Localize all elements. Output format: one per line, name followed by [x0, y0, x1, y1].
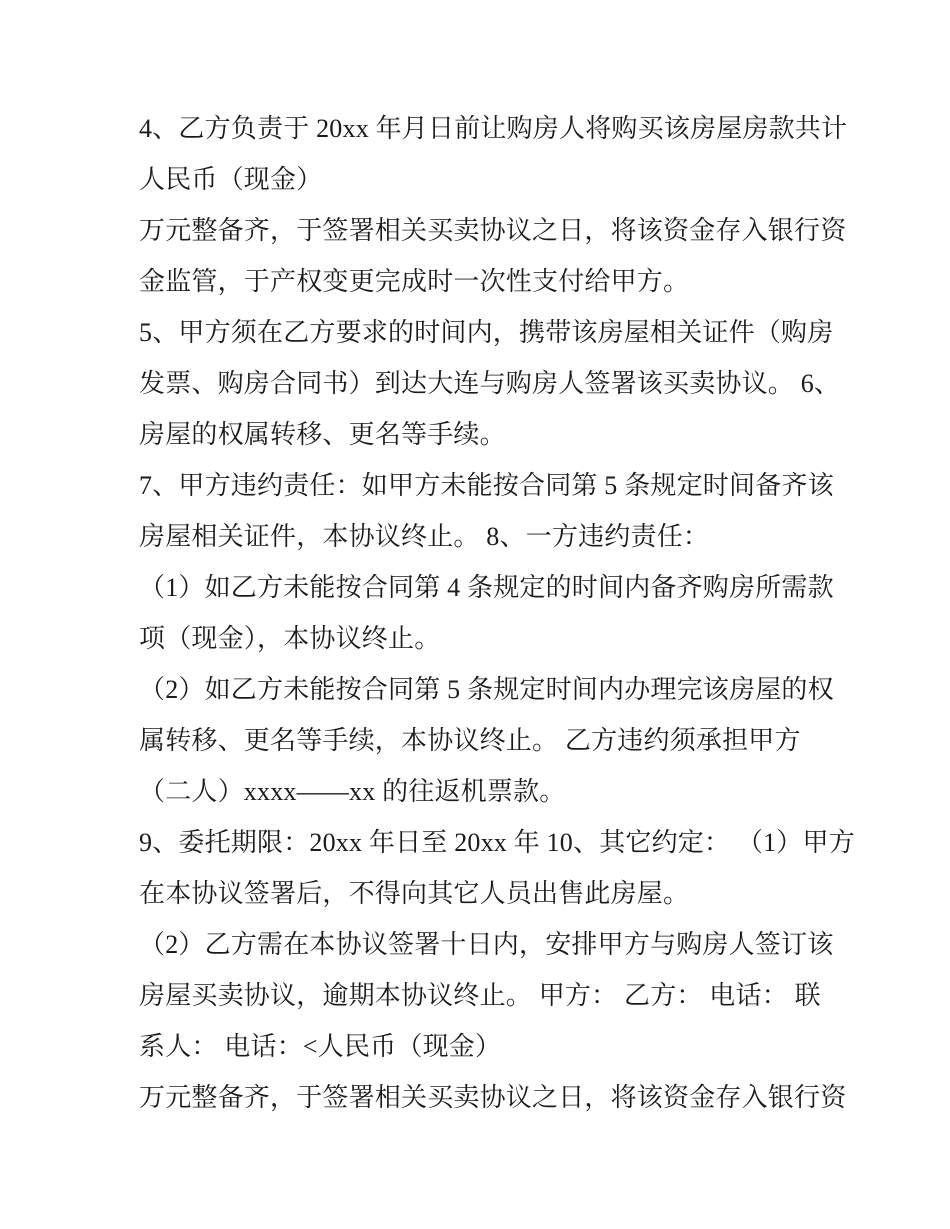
contract-line-clause9-part1: 9、委托期限：20xx 年日至 20xx 年 10、其它约定： （1）甲方	[139, 828, 855, 857]
contract-line-clause6-part2: 房屋的权属转移、更名等手续。	[139, 420, 506, 449]
contract-line-clause5-part1: 5、甲方须在乙方要求的时间内，携带该房屋相关证件（购房	[139, 318, 834, 347]
contract-line-payment-part2: 金监管，于产权变更完成时一次性支付给甲方。	[139, 267, 690, 296]
contract-line-breach1-part2: 项（现金），本协议终止。	[139, 624, 441, 653]
contract-line-clause4-part1: 4、乙方负责于 20xx 年月日前让购房人将购买该房屋房款共计	[139, 114, 848, 143]
contract-line-clause7-part2: 房屋相关证件，本协议终止。 8、一方违约责任：	[139, 522, 710, 551]
contract-text-block	[139, 103, 920, 1123]
contract-line-breach2-part2: 属转移、更名等手续，本协议终止。 乙方违约须承担甲方	[139, 726, 801, 755]
contract-line-clause10-part1: （2）乙方需在本协议签署十日内，安排甲方与购房人签订该	[139, 930, 834, 959]
contract-line-payment-repeat: 万元整备齐，于签署相关买卖协议之日，将该资金存入银行资	[139, 1083, 847, 1112]
contract-line-clause7-part1: 7、甲方违约责任：如甲方未能按合同第 5 条规定时间备齐该	[139, 471, 834, 500]
contract-line-contact-row: 系人： 电话：<人民币（现金）	[139, 1032, 502, 1061]
contract-line-breach2-part3: （二人）xxxx——xx 的往返机票款。	[139, 777, 566, 806]
contract-line-signature-row: 房屋买卖协议，逾期本协议终止。 甲方： 乙方： 电话： 联	[139, 981, 821, 1010]
contract-line-breach1-part1: （1）如乙方未能按合同第 4 条规定的时间内备齐购房所需款	[139, 573, 834, 602]
contract-line-breach2-part1: （2）如乙方未能按合同第 5 条规定时间内办理完该房屋的权	[139, 675, 834, 704]
contract-line-clause9-part2: 在本协议签署后，不得向其它人员出售此房屋。	[139, 879, 690, 908]
contract-line-clause5-part2: 发票、购房合同书）到达大连与购房人签署该买卖协议。 6、	[139, 369, 841, 398]
contract-line-clause4-part2: 人民币（现金）	[139, 165, 323, 194]
contract-line-payment-part1: 万元整备齐，于签署相关买卖协议之日，将该资金存入银行资	[139, 216, 847, 245]
